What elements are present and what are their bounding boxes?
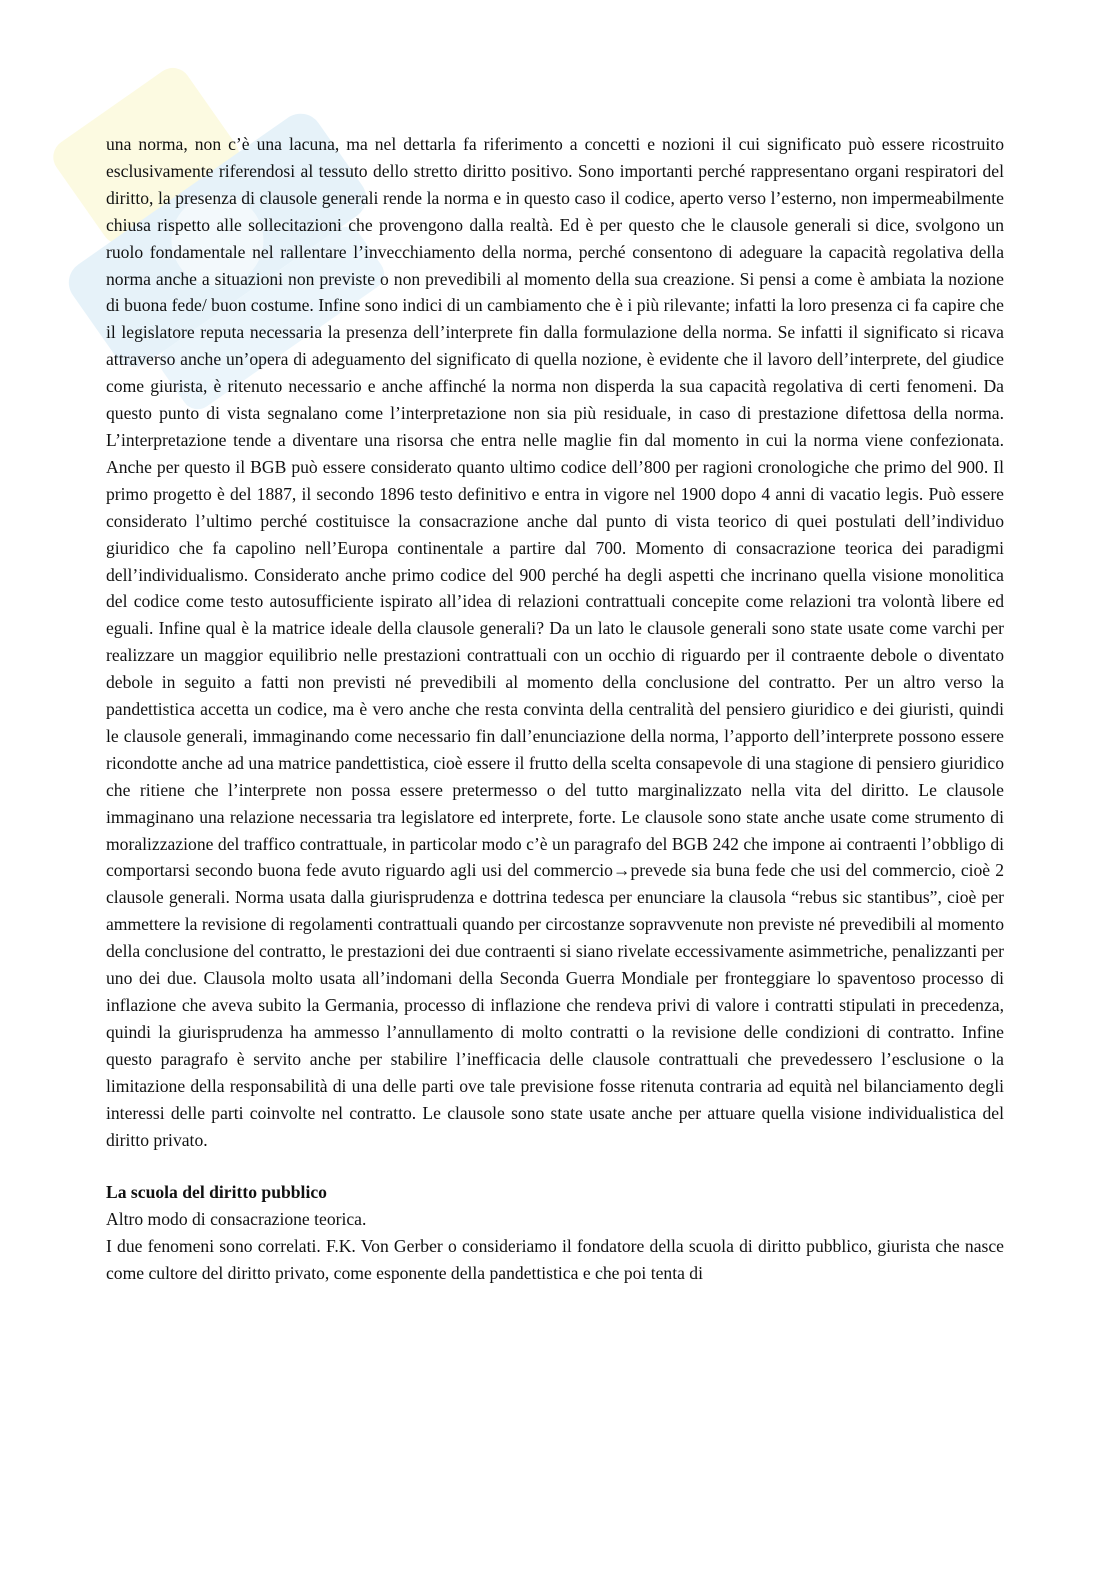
section-body: I due fenomeni sono correlati. F.K. Von Gerber o consideriamo il fondatore della scuola di diritto pubblico, giurista che nasce come cultore del diritto privato, come esponente della pandettistica e che poi tenta di bbox=[106, 1236, 1004, 1284]
body-paragraph-1: una norma, non c’è una lacuna, ma nel dettarla fa riferimento a concetti e nozioni il cui significato può essere ricostruito esclusivamente riferendosi al tessuto dello stretto diritto positivo. Sono importanti perché rappresentano organi respiratori del diritto, la presenza di clausole generali rende la norma e in questo caso il codice, aperto verso l’esterno, non impermeabilmente chiusa rispetto alle sollecitazioni che provengono dalla realtà. Ed è per questo che le clausole generali si dice, svolgono un ruolo fondamentale nel rallentare l’invecchiamento della norma, perché consentono di adeguare la capacità regolativa della norma anche a situazioni non previste o non prevedibili al momento della sua creazione. Si pensi a come è ambiata la nozione di buona fede/ buon costume. Infine sono indici di un cambiamento che è i più rilevante; infatti la loro presenza ci fa capire che il legislatore reputa necessaria la presenza dell’interprete fin dalla formulazione della norma. Se infatti il significato si ricava attraverso anche un’opera di adeguamento del significato di quella nozione, è evidente che il lavoro dell’interprete, del giudice come giurista, è ritenuto necessario e anche affinché la norma non disperda la sua capacità regolativa di certi fenomeni. Da questo punto di vista segnalano come l’interpretazione non sia più residuale, in caso di prestazione difettosa della norma. L’interpretazione tende a diventare una risorsa che entra nelle maglie fin dal momento in cui la norma viene confezionata. Anche per questo il BGB può essere considerato quanto ultimo codice dell’800 per ragioni cronologiche che primo del 900. Il primo progetto è del 1887, il secondo 1896 testo definitivo e entra in vigore nel 1900 dopo 4 anni di vacatio legis. Può essere considerato l’ultimo perché costituisce la consacrazione anche dal punto di vista teorico di quei postulati dell’individuo giuridico che fa capolino nell’Europa continentale a partire dal 700. Momento di consacrazione teorica dei paradigmi dell’individualismo. Considerato anche primo codice del 900 perché ha degli aspetti che incrinano quella visione monolitica del codice come testo autosufficiente ispirato all’idea di relazioni contrattuali concepite come relazioni tra volontà libere ed eguali. Infine qual è la matrice ideale della clausole generali? Da un lato le clausole generali sono state usate come varchi per realizzare un maggior equilibrio nelle prestazioni contrattuali con un occhio di riguardo per il contraente debole o diventato debole in seguito a fatti non previsti né prevedibili al momento della conclusione del contratto. Per un altro verso la pandettistica accetta un codice, ma è vero anche che resta convinta della centralità del pensiero giuridico e dei giuristi, quindi le clausole generali, immaginando come necessario fin dall’enunciazione della norma, l’apporto dell’interprete possono essere ricondotte anche ad una matrice pandettistica, cioè essere il frutto della scelta consapevole di una stagione di pensiero giuridico che ritiene che l’interprete non possa essere pretermesso o del tutto marginalizzato nella vita del diritto. Le clausole immaginano una relazione necessaria tra legislatore ed interprete, forte. Le clausole sono state anche usate come strumento di moralizzazione del traffico contrattuale, in particolar modo c’è un paragrafo del BGB 242 che impone ai contraenti l’obbligo di comportarsi secondo buona fede avuto riguardo agli usi del commercio→prevede sia buna fede che usi del commercio, cioè 2 clausole generali. Norma usata dalla giurisprudenza e dottrina tedesca per enunciare la clausola “rebus sic stantibus”, cioè per ammettere la revisione di regolamenti contrattuali quando per circostanze sopravvenute non previste né prevedibili al momento della conclusione del contratto, le prestazioni dei due contraenti si siano rivelate eccessivamente asimmetriche, penalizzanti per uno dei due. Clausola molto usata all’indomani della Seconda Guerra Mondiale per fronteggiare lo spaventoso processo di inflazione che aveva subito la Germania, processo di inflazione che rendeva privi di valore i contratti stipulati in precedenza, quindi la giurisprudenza ha ammesso l’annullamento di molto contratti o la revisione delle condizioni di contratto. Infine questo paragrafo è servito anche per stabilire l’inefficacia delle clausole contrattuali che prevedessero l’esclusione o la limitazione della responsabilità di una delle parti ove tale previsione fosse ritenuta contraria ad equità nel bilanciamento degli interessi delle parti coinvolte nel contratto. Le clausole sono state usate anche per attuare quella visione individualistica del diritto privato. bbox=[106, 134, 1004, 1150]
section-subtitle: Altro modo di consacrazione teorica. bbox=[106, 1209, 367, 1230]
section-heading: La scuola del diritto pubblico bbox=[106, 1182, 327, 1203]
document-page bbox=[106, 131, 1004, 1287]
